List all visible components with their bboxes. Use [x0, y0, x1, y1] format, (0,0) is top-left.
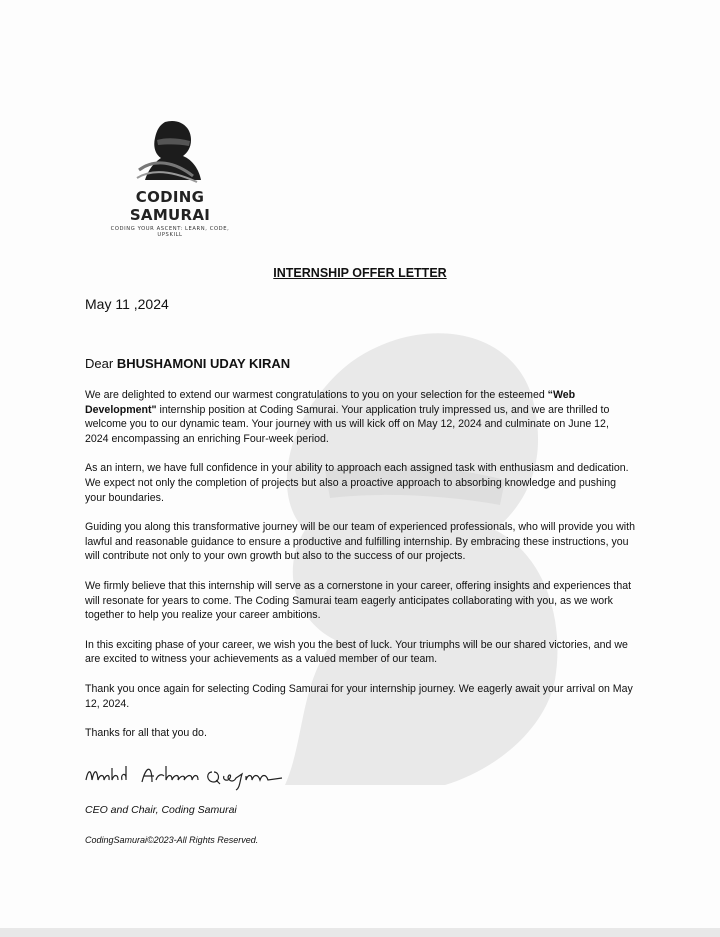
closing-line: Thanks for all that you do.: [85, 727, 207, 740]
salutation-line: [85, 356, 290, 371]
letter-date: May 11 ,2024: [85, 296, 169, 312]
paragraph-2: As an intern, we have full confidence in your ability to approach each assigned task with enthusiasm and dedication. We expect not only the completion of projects but also a proactive approach to absorbing knowledge and pushing your boundaries.: [85, 462, 629, 504]
paragraph-3: Guiding you along this transformative journey will be our team of experienced professionals, who will provide you with lawful and reasonable guidance to ensure a productive and fulfilling internship. By embracing these instructions, you will contribute not only to your own growth but also to the success of our projects.: [85, 521, 635, 563]
paragraph-5: In this exciting phase of your career, we wish you the best of luck. Your triumphs will be our shared victories, and we are excited to witness your achievements as a valued member of our team.: [85, 638, 628, 666]
paragraph-1-intro: We are delighted to extend our warmest congratulations to you on your selection for the esteemed: [85, 389, 548, 401]
salutation: Dear: [85, 356, 114, 371]
logo-name: CODING SAMURAI: [129, 188, 211, 224]
program-name: “Web Development": [85, 389, 576, 416]
paragraph-1: [85, 388, 635, 446]
letter-title: INTERNSHIP OFFER LETTER: [273, 266, 447, 280]
samurai-logo-icon: [135, 118, 205, 186]
letter-body: [85, 388, 635, 756]
paragraph-1-rest: internship position at Coding Samurai. Your application truly impressed us, and we are thrilled to welcome you to our dynamic team. Your journey with us will kick off on May 12, 2024 and culminate on June 12, 2024 encompassing an enriching Four-week period.: [85, 403, 610, 445]
recipient-name: BHUSHAMONI UDAY KIRAN: [116, 356, 291, 371]
paragraph-4: We firmly believe that this internship will serve as a cornerstone in your career, offering insights and experiences that will resonate for years to come. The Coding Samurai team eagerly anticipates collaborating with you, as we work together to help you realize your career ambitions.: [85, 579, 632, 622]
logo-tagline: CODING YOUR ASCENT: LEARN, CODE, UPSKILL: [110, 226, 230, 238]
copyright-notice: CodingSamurai©2023-All Rights Reserved.: [85, 835, 259, 845]
page-bottom-edge: [0, 928, 720, 937]
paragraph-6: Thank you once again for selecting Coding Samurai for your internship journey. We eagerly await your arrival on May 12, 2024.: [85, 682, 633, 710]
handwritten-signature: [82, 758, 292, 792]
company-logo: [100, 118, 240, 238]
signer-title: CEO and Chair, Coding Samurai: [85, 804, 237, 816]
